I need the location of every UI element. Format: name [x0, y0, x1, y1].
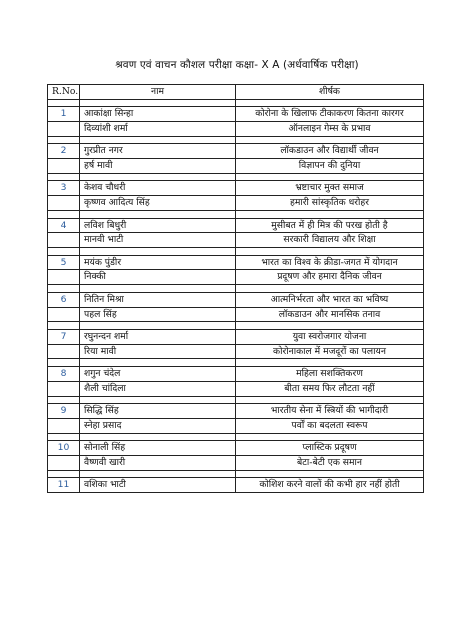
spacer-cell — [236, 285, 424, 293]
spacer-row — [48, 470, 424, 478]
student-name-cell: मानवी भाटी — [80, 233, 236, 248]
spacer-row — [48, 248, 424, 256]
spacer-cell — [236, 211, 424, 219]
topic-cell: बेटा-बेटी एक समान — [236, 455, 424, 470]
table-row — [48, 292, 424, 307]
roll-number-cell: 7 — [48, 329, 80, 344]
roll-number-cell — [48, 159, 80, 174]
roll-number-cell — [48, 307, 80, 322]
table-header-row — [48, 85, 424, 100]
student-name-cell: सोनाली सिंह — [80, 441, 236, 456]
table-row — [48, 159, 424, 174]
student-name-cell: लविश बिधुरी — [80, 218, 236, 233]
spacer-cell — [48, 211, 80, 219]
student-name-cell: निक्की — [80, 270, 236, 285]
spacer-row — [48, 322, 424, 330]
spacer-cell — [80, 248, 236, 256]
spacer-cell — [48, 470, 80, 478]
roll-number-cell: 6 — [48, 292, 80, 307]
header-rno: R.No. — [48, 85, 80, 100]
topic-cell: महिला सशक्तिकरण — [236, 366, 424, 381]
spacer-row — [48, 359, 424, 367]
table-row — [48, 381, 424, 396]
roll-number-cell: 3 — [48, 181, 80, 196]
spacer-cell — [48, 99, 80, 107]
table-row — [48, 418, 424, 433]
spacer-row — [48, 396, 424, 404]
spacer-cell — [48, 248, 80, 256]
topic-cell: कोरोनाकाल में मजदूरों का पलायन — [236, 344, 424, 359]
spacer-row — [48, 136, 424, 144]
table-row — [48, 478, 424, 493]
roll-number-cell: 8 — [48, 366, 80, 381]
student-name-cell: वैष्णवी खारी — [80, 455, 236, 470]
roll-number-cell — [48, 455, 80, 470]
table-row — [48, 455, 424, 470]
topic-cell: लॉकडाउन और विद्यार्थी जीवन — [236, 144, 424, 159]
roll-number-cell — [48, 270, 80, 285]
table-row — [48, 329, 424, 344]
student-name-cell: मयंक पुंडीर — [80, 255, 236, 270]
spacer-row — [48, 285, 424, 293]
spacer-cell — [80, 396, 236, 404]
student-name-cell: नितिन मिश्रा — [80, 292, 236, 307]
roll-number-cell: 4 — [48, 218, 80, 233]
page-title: श्रवण एवं वाचन कौशल परीक्षा कक्षा- X A (अर्धवार्षिक परीक्षा) — [115, 59, 359, 71]
student-name-cell: आकांक्षा सिन्हा — [80, 107, 236, 122]
student-name-cell: वशिका भाटी — [80, 478, 236, 493]
spacer-cell — [48, 136, 80, 144]
student-name-cell: गुरप्रीत नगर — [80, 144, 236, 159]
student-name-cell: शैली चांदिला — [80, 381, 236, 396]
topic-cell: हमारी सांस्कृतिक धरोहर — [236, 196, 424, 211]
student-name-cell: सिद्धि सिंह — [80, 404, 236, 419]
topic-cell: बीता समय फिर लौटता नहीं — [236, 381, 424, 396]
spacer-cell — [80, 173, 236, 181]
spacer-cell — [48, 359, 80, 367]
spacer-cell — [80, 136, 236, 144]
topic-cell: ऑनलाइन गेम्स के प्रभाव — [236, 122, 424, 137]
table-row — [48, 270, 424, 285]
topic-cell: आत्मनिर्भरता और भारत का भविष्य — [236, 292, 424, 307]
spacer-row — [48, 99, 424, 107]
table-row — [48, 107, 424, 122]
table-row — [48, 122, 424, 137]
student-name-cell: केशव चौधरी — [80, 181, 236, 196]
roll-number-cell: 1 — [48, 107, 80, 122]
topic-cell: कोरोना के खिलाफ टीकाकरण कितना कारगर — [236, 107, 424, 122]
table-row — [48, 196, 424, 211]
spacer-cell — [236, 359, 424, 367]
topic-cell: पर्वों का बदलता स्वरूप — [236, 418, 424, 433]
spacer-cell — [236, 433, 424, 441]
header-topic: शीर्षक — [236, 85, 424, 100]
spacer-cell — [48, 173, 80, 181]
spacer-row — [48, 173, 424, 181]
roll-number-cell: 9 — [48, 404, 80, 419]
student-name-cell: पहल सिंह — [80, 307, 236, 322]
table-row — [48, 233, 424, 248]
spacer-cell — [80, 211, 236, 219]
spacer-cell — [80, 433, 236, 441]
topic-cell: भारत का विश्व के क्रीडा-जगत में योगदान — [236, 255, 424, 270]
table-row — [48, 181, 424, 196]
roll-number-cell: 11 — [48, 478, 80, 493]
topic-cell: प्रदूषण और हमारा दैनिक जीवन — [236, 270, 424, 285]
student-name-cell: हर्ष मावी — [80, 159, 236, 174]
table-row — [48, 255, 424, 270]
student-name-cell: शगुन चंदेल — [80, 366, 236, 381]
roll-number-cell: 5 — [48, 255, 80, 270]
topic-cell: विज्ञापन की दुनिया — [236, 159, 424, 174]
spacer-cell — [48, 396, 80, 404]
roll-number-cell — [48, 381, 80, 396]
table-row — [48, 441, 424, 456]
roll-number-cell — [48, 122, 80, 137]
roll-number-cell — [48, 344, 80, 359]
spacer-cell — [48, 433, 80, 441]
spacer-cell — [236, 470, 424, 478]
roll-number-cell — [48, 233, 80, 248]
topic-cell: प्लास्टिक प्रदूषण — [236, 441, 424, 456]
table-row — [48, 307, 424, 322]
student-topic-table — [47, 84, 424, 493]
table-body — [48, 99, 424, 492]
spacer-cell — [80, 470, 236, 478]
spacer-cell — [80, 285, 236, 293]
spacer-cell — [80, 359, 236, 367]
spacer-cell — [236, 136, 424, 144]
spacer-cell — [80, 99, 236, 107]
table-row — [48, 366, 424, 381]
student-name-cell: रघुनन्दन शर्मा — [80, 329, 236, 344]
spacer-cell — [48, 285, 80, 293]
roll-number-cell — [48, 418, 80, 433]
student-name-cell: दिव्यांशी शर्मा — [80, 122, 236, 137]
topic-cell: मुसीबत में ही मित्र की परख होती है — [236, 218, 424, 233]
roll-number-cell — [48, 196, 80, 211]
spacer-cell — [236, 248, 424, 256]
spacer-cell — [236, 99, 424, 107]
roll-number-cell: 2 — [48, 144, 80, 159]
spacer-row — [48, 211, 424, 219]
header-name: नाम — [80, 85, 236, 100]
table-row — [48, 144, 424, 159]
student-name-cell: कृष्णव आदित्य सिंह — [80, 196, 236, 211]
topic-cell: भ्रष्टाचार मुक्त समाज — [236, 181, 424, 196]
spacer-cell — [80, 322, 236, 330]
student-name-cell: स्नेहा प्रसाद — [80, 418, 236, 433]
table-row — [48, 218, 424, 233]
topic-cell: सरकारी विद्यालय और शिक्षा — [236, 233, 424, 248]
spacer-cell — [48, 322, 80, 330]
table-row — [48, 404, 424, 419]
table-row — [48, 344, 424, 359]
roll-number-cell: 10 — [48, 441, 80, 456]
student-name-cell: रिया मावी — [80, 344, 236, 359]
topic-cell: लॉकडाउन और मानसिक तनाव — [236, 307, 424, 322]
topic-cell: भारतीय सेना में स्त्रियों की भागीदारी — [236, 404, 424, 419]
spacer-cell — [236, 322, 424, 330]
spacer-row — [48, 433, 424, 441]
topic-cell: कोशिश करने वालों की कभी हार नहीं होती — [236, 478, 424, 493]
spacer-cell — [236, 173, 424, 181]
spacer-cell — [236, 396, 424, 404]
topic-cell: युवा स्वरोजगार योजना — [236, 329, 424, 344]
